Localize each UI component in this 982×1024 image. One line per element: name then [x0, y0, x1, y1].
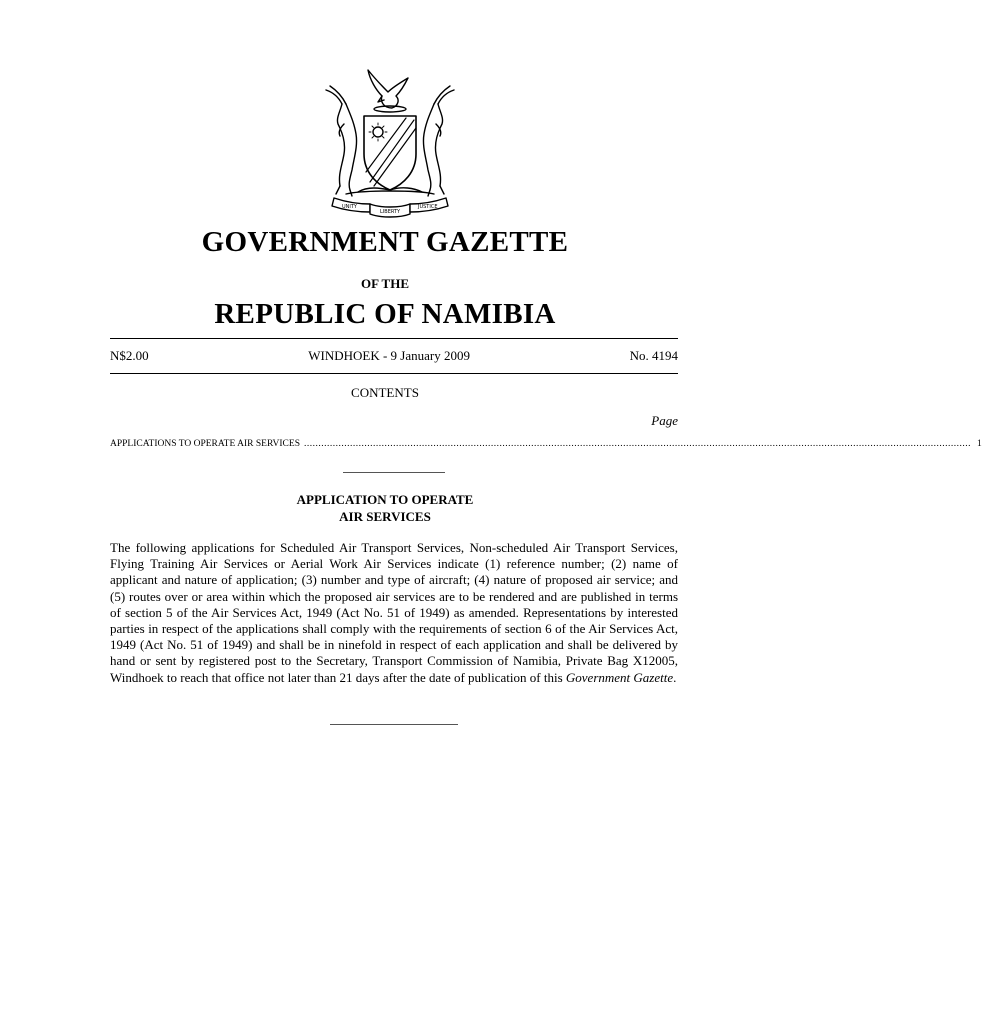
toc-entry-title: APPLICATIONS TO OPERATE AIR SERVICES [110, 439, 300, 449]
issue-number: No. 4194 [629, 348, 678, 363]
end-divider [330, 724, 458, 725]
contents-heading: CONTENTS [351, 385, 419, 400]
motto-unity: UNITY [342, 204, 357, 210]
notice-heading-line1: APPLICATION TO OPERATE [296, 492, 474, 507]
page-column-label: Page [651, 413, 678, 428]
toc-entry[interactable] [110, 439, 982, 449]
toc-entry-page: 1 [976, 439, 982, 449]
notice-body-text: The following applications for Scheduled Air Transport Services, Non-scheduled Air Transport Services, Flying Training Air Services or Aerial Work Air Services indicate (1) reference number; (2) name of applicant and nature of application; (3) number and type of aircraft; (4) nature of proposed air service; and (5) routes over or area within which the proposed air services are to be rendered and are published in terms of section 5 of the Air Services Act, 1949 (Act No. 51 of 1949) as amended. Representations by interested parties in respect of the applications shall comply with the requirements of section 6 of the Air Services Act, 1949 (Act No. 51 of 1949) and shall be in ninefold in respect of each application and shall be delivered by hand or sent by registered post to the Secretary, Transport Commission of Namibia, Private Bag X12005, Windhoek to reach that office not later than 21 days after the date of publication of this [110, 540, 678, 685]
country-title: REPUBLIC OF NAMIBIA [214, 298, 556, 330]
issue-place-date: WINDHOEK - 9 January 2009 [308, 348, 470, 363]
motto-liberty: LIBERTY [380, 209, 401, 215]
notice-body-end: . [673, 669, 677, 685]
notice-body [110, 540, 678, 686]
toc-leader-dots: ........................................................................................................................................................................................................................................ [303, 439, 971, 449]
motto-justice: JUSTICE [418, 204, 438, 210]
notice-body-gazette-ref: Government Gazette [565, 669, 674, 685]
notice-heading [0, 491, 770, 525]
header-divider-bottom [110, 373, 678, 374]
notice-heading-line2: AIR SERVICES [339, 509, 431, 524]
header-divider-top [110, 338, 678, 339]
section-divider [343, 472, 445, 473]
coat-of-arms-icon [318, 62, 462, 218]
issue-price: N$2.00 [110, 348, 149, 363]
gazette-title: GOVERNMENT GAZETTE [201, 226, 569, 258]
issue-info-row [110, 348, 678, 364]
gazette-subtitle: OF THE [360, 276, 410, 291]
